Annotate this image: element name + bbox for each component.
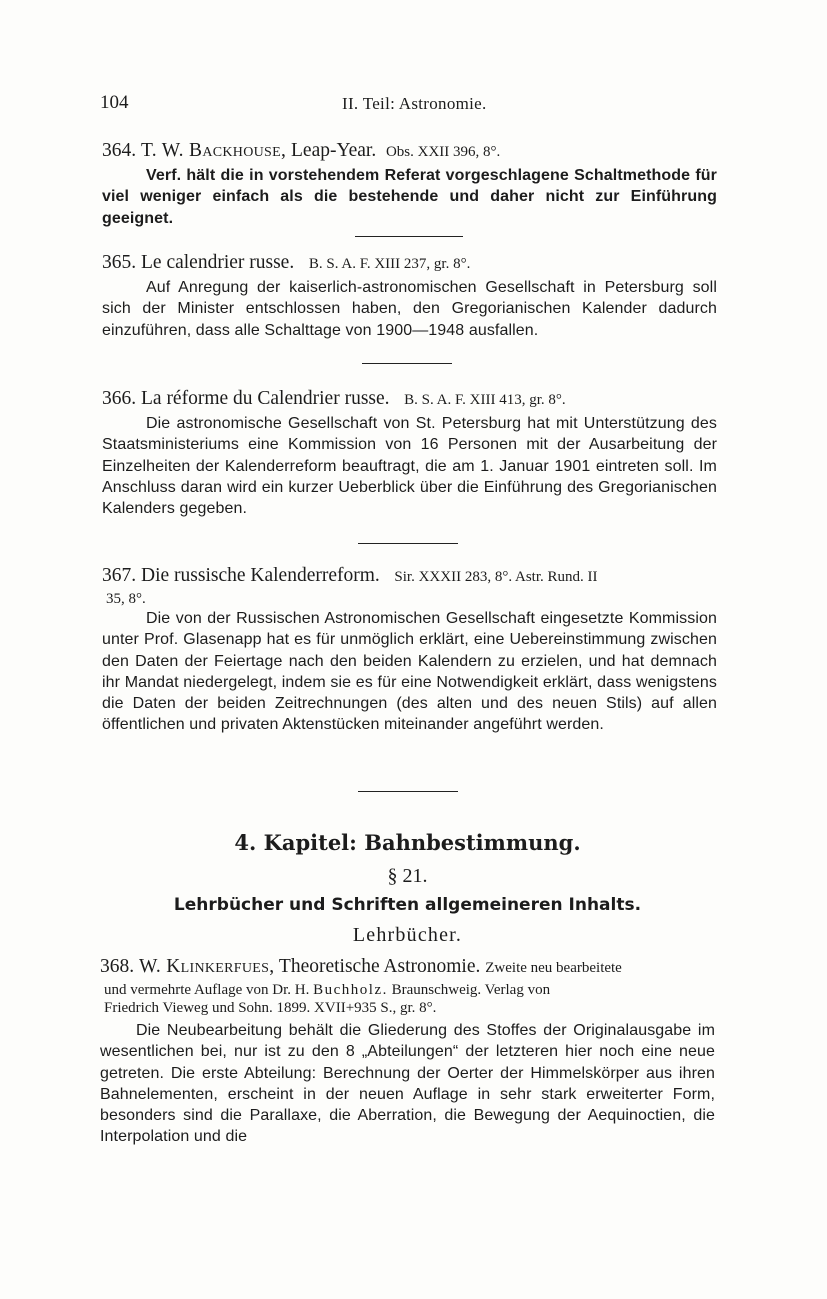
entry-text: Die von der Russischen Astronomischen Gesellschaft eingesetzte Kommission unter Prof. Glasenapp hat es für unmöglich erklärt, eine Uebereinstimmung zwischen den Daten der Feiertage nach den beiden Kalendern zu erzielen, und hat demnach ihr Mandat niedergelegt, indem sie es für eine Notwendigkeit erklärt, dass wenigstens die Daten der beiden Zeitrechnungen (des alten und des neuen Stils) auf allen öffentlichen und privaten Aktenstücken miteinander angeführt werden. <box>102 610 717 734</box>
entry-number: 368. <box>100 956 135 977</box>
chapter-title: 4. Kapitel: Bahnbestimmung. <box>234 830 581 855</box>
entry-citation: B. S. A. F. XIII 237, gr. 8°. <box>308 256 471 272</box>
entry-368 <box>100 954 715 1148</box>
entry-heading <box>102 386 717 413</box>
entry-title: Le calendrier russe. <box>141 252 295 273</box>
separator-rule <box>362 363 452 364</box>
entry-text: Verf. hält die in vorstehendem Referat vorgeschlagene Schaltmethode für viel weniger einfach als die bestehende und daher nicht zur Einführung geeignet. <box>102 167 717 227</box>
entry-365 <box>102 250 717 341</box>
page-number: 104 <box>100 92 129 113</box>
entry-citation-continued: 35, 8°. <box>106 591 146 607</box>
entry-number: 367. <box>102 565 137 586</box>
entry-author: T. W. Backhouse, <box>141 140 287 161</box>
entry-367 <box>102 563 717 736</box>
entry-text: Die astronomische Gesellschaft von St. Petersburg hat mit Unterstützung des Staatsministeriums eine Kommission von 16 Personen mit der Ausarbeitung der Einzelheiten der Kalenderreform beauftragt, die am 1. Januar 1901 eintreten soll. Im Anschluss daran wird ein kurzer Ueberblick über die Einführung des Gregorianischen Kalenders gegeben. <box>102 415 717 518</box>
entry-heading <box>102 250 717 277</box>
entry-364 <box>102 138 717 229</box>
book-page <box>100 92 717 1146</box>
entry-title: Leap-Year. <box>291 140 377 161</box>
entry-number: 366. <box>102 388 137 409</box>
entry-heading <box>102 138 717 165</box>
entry-heading <box>102 563 717 608</box>
entry-heading <box>100 954 715 1017</box>
entry-citation: Sir. XXXII 283, 8°. Astr. Rund. II <box>394 569 598 585</box>
entry-title: Die russische Kalenderreform. <box>141 565 380 586</box>
entry-number: 365. <box>102 252 137 273</box>
running-title: II. Teil: Astronomie. <box>342 94 487 113</box>
entry-366 <box>102 386 717 519</box>
subheading: Lehrbücher. <box>352 924 463 946</box>
section-title: Lehrbücher und Schriften allgemeineren Inhalts. <box>173 895 642 915</box>
entry-citation: Zweite neu bearbeitete <box>485 960 622 976</box>
entry-title: La réforme du Calendrier russe. <box>141 388 390 409</box>
separator-rule <box>358 791 458 792</box>
section-number: § 21. <box>387 865 428 887</box>
entry-citation: B. S. A. F. XIII 413, gr. 8°. <box>404 392 566 408</box>
entry-text: Die Neubearbeitung behält die Gliederung des Stoffes der Originalausgabe im wesentlichen bei, nur ist zu den 8 „Abteilungen“ der letzteren hier noch eine neue getreten. Die erste Abteilung: Berechnung der Oerter der Himmelskörper aus ihren Bahnelementen, erscheint in der neuen Auflage in sehr stark erweiterter Form, besonders sind die Parallaxe, die Aberration, die Bewegung der Aequinoctien, die Interpolation und die <box>100 1022 715 1146</box>
entry-text: Auf Anregung der kaiserlich-astronomischen Gesellschaft in Petersburg soll sich der Minister entschlossen haben, den Gregorianischen Kalender dadurch einzuführen, dass alle Schalttage von 1900—1948 ausfallen. <box>102 279 717 339</box>
entry-title: Theoretische Astronomie. <box>278 956 481 977</box>
entry-citation: Obs. XXII 396, 8°. <box>385 144 501 160</box>
running-header <box>100 92 715 120</box>
separator-rule <box>358 543 458 544</box>
entry-editor: Buchholz. <box>313 982 388 998</box>
entry-number: 364. <box>102 140 137 161</box>
entry-citation-continued: und vermehrte Auflage von Dr. H. Buchholz. Braunschweig. Verlag von Friedrich Vieweg und Sohn. 1899. XVII+935 S., gr. 8°. <box>104 982 551 1016</box>
entry-author: W. Klinkerfues, <box>139 956 275 977</box>
separator-rule <box>355 236 463 237</box>
